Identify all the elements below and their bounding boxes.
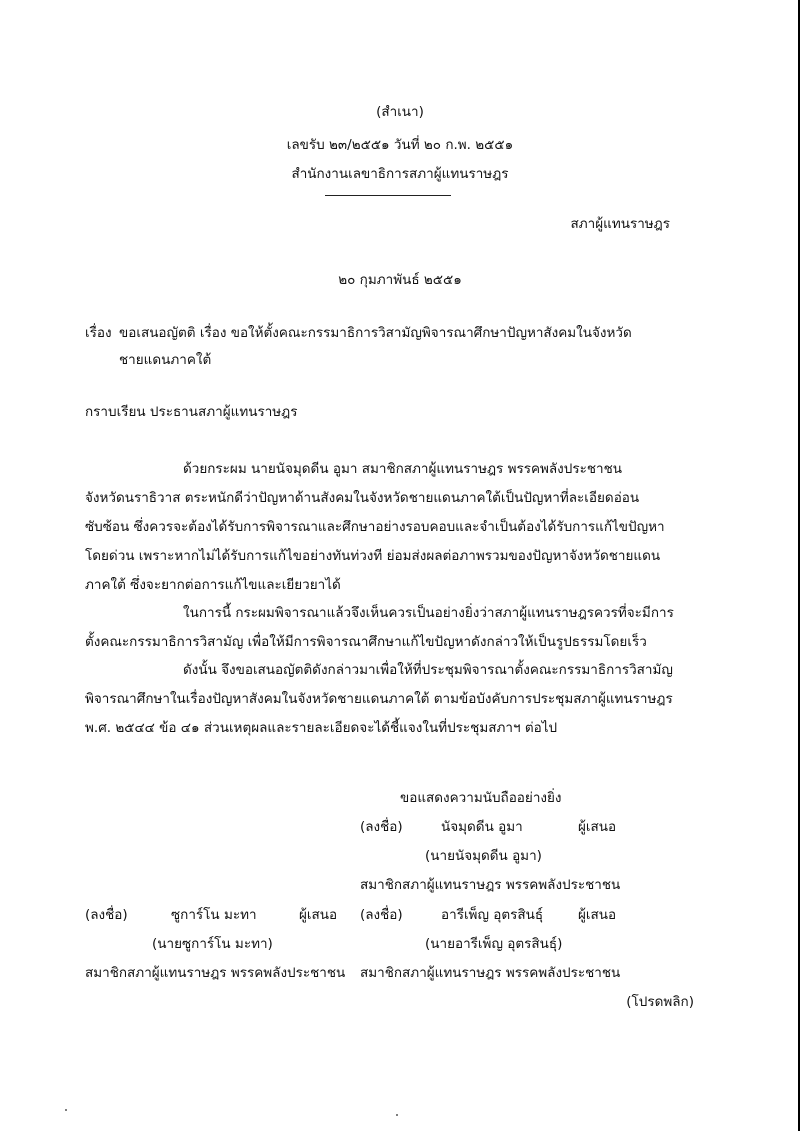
sign-label: (ลงชื่อ) bbox=[360, 907, 403, 923]
subject-line-1: ขอเสนอญัตติ เรื่อง ขอให้ตั้งคณะกรรมาธิการวิสามัญพิจารณาศึกษาปัญหาสังคมในจังหวัด bbox=[119, 325, 632, 341]
sign-label: (ลงชื่อ) bbox=[85, 907, 128, 923]
proposer-role: ผู้เสนอ bbox=[578, 819, 617, 835]
receipt-number: เลขรับ ๒๓/๒๕๕๑ วันที่ ๒๐ ก.พ. ๒๕๕๑ bbox=[286, 137, 514, 153]
body-line: โดยด่วน เพราะหากไม่ได้รับการแก้ไขอย่างทันท่วงที ย่อมส่งผลต่อภาพรวมของปัญหาจังหวัดชายแดน bbox=[85, 548, 661, 564]
sender-place: สภาผู้แทนราษฎร bbox=[570, 216, 670, 232]
scan-speck bbox=[65, 1109, 67, 1111]
body-line: ในการนี้ กระผมพิจารณาแล้วจึงเห็นควรเป็นอย่างยิ่งว่าสภาผู้แทนราษฎรควรที่จะมีการ bbox=[183, 605, 674, 621]
body-line: จังหวัดนราธิวาส ตระหนักดีว่าปัญหาด้านสังคมในจังหวัดชายแดนภาคใต้เป็นปัญหาที่ละเอียดอ่อน bbox=[85, 490, 640, 506]
office-name: สำนักงานเลขาธิการสภาผู้แทนราษฎร bbox=[291, 166, 509, 182]
body-line: ตั้งคณะกรรมาธิการวิสามัญ เพื่อให้มีการพิจารณาศึกษาแก้ไขปัญหาดังกล่าวให้เป็นรูปธรรมโดยเร็ว bbox=[85, 634, 647, 650]
proposer-role: ผู้เสนอ bbox=[578, 907, 617, 923]
subject-line-2: ชายแดนภาคใต้ bbox=[119, 352, 212, 368]
signer-full-name: (นายนัจมุดดีน อูมา) bbox=[425, 848, 542, 864]
body-line: ซับซ้อน ซึ่งควรจะต้องได้รับการพิจารณาและศึกษาอย่างรอบคอบและจำเป็นต้องได้รับการแก้ไขปัญหา bbox=[85, 519, 665, 535]
turn-over-note: (โปรดพลิก) bbox=[626, 994, 694, 1010]
body-line: พ.ศ. ๒๕๔๔ ข้อ ๔๑ ส่วนเหตุผลและรายละเอียดจะได้ชี้แจงในที่ประชุมสภาฯ ต่อไป bbox=[85, 720, 558, 736]
subject-label: เรื่อง bbox=[85, 325, 112, 341]
sign-label: (ลงชื่อ) bbox=[360, 819, 403, 835]
copy-mark: (สำเนา) bbox=[376, 104, 424, 120]
header-divider bbox=[325, 195, 451, 196]
signer-affiliation: สมาชิกสภาผู้แทนราษฎร พรรคพลังประชาชน bbox=[360, 965, 621, 981]
salutation: กราบเรียน ประธานสภาผู้แทนราษฎร bbox=[85, 404, 298, 420]
signer-full-name: (นายซูการ์โน มะทา) bbox=[152, 936, 273, 952]
signer-name: ซูการ์โน มะทา bbox=[171, 907, 257, 923]
proposer-role: ผู้เสนอ bbox=[299, 907, 338, 923]
body-line: ภาคใต้ ซึ่งจะยากต่อการแก้ไขและเยียวยาได้ bbox=[85, 577, 341, 593]
body-line: ด้วยกระผม นายนัจมุดดีน อูมา สมาชิกสภาผู้แทนราษฎร พรรคพลังประชาชน bbox=[183, 461, 622, 477]
letter-date: ๒๐ กุมภาพันธ์ ๒๕๕๑ bbox=[338, 272, 462, 288]
signer-affiliation: สมาชิกสภาผู้แทนราษฎร พรรคพลังประชาชน bbox=[360, 877, 621, 893]
signer-name: อารีเพ็ญ อุตรสินธุ์ bbox=[441, 907, 544, 923]
scan-speck bbox=[396, 1114, 398, 1116]
signer-affiliation: สมาชิกสภาผู้แทนราษฎร พรรคพลังประชาชน bbox=[85, 965, 346, 981]
body-line: ดังนั้น จึงขอเสนอญัตติดังกล่าวมาเพื่อให้ที่ประชุมพิจารณาตั้งคณะกรรมาธิการวิสามัญ bbox=[183, 662, 673, 678]
signer-name: นัจมุดดีน อูมา bbox=[441, 819, 523, 835]
closing: ขอแสดงความนับถืออย่างยิ่ง bbox=[400, 790, 562, 806]
body-line: พิจารณาศึกษาในเรื่องปัญหาสังคมในจังหวัดชายแดนภาคใต้ ตามข้อบังคับการประชุมสภาผู้แทนราษฎร bbox=[85, 691, 673, 707]
signer-full-name: (นายอารีเพ็ญ อุตรสินธุ์) bbox=[425, 936, 563, 952]
